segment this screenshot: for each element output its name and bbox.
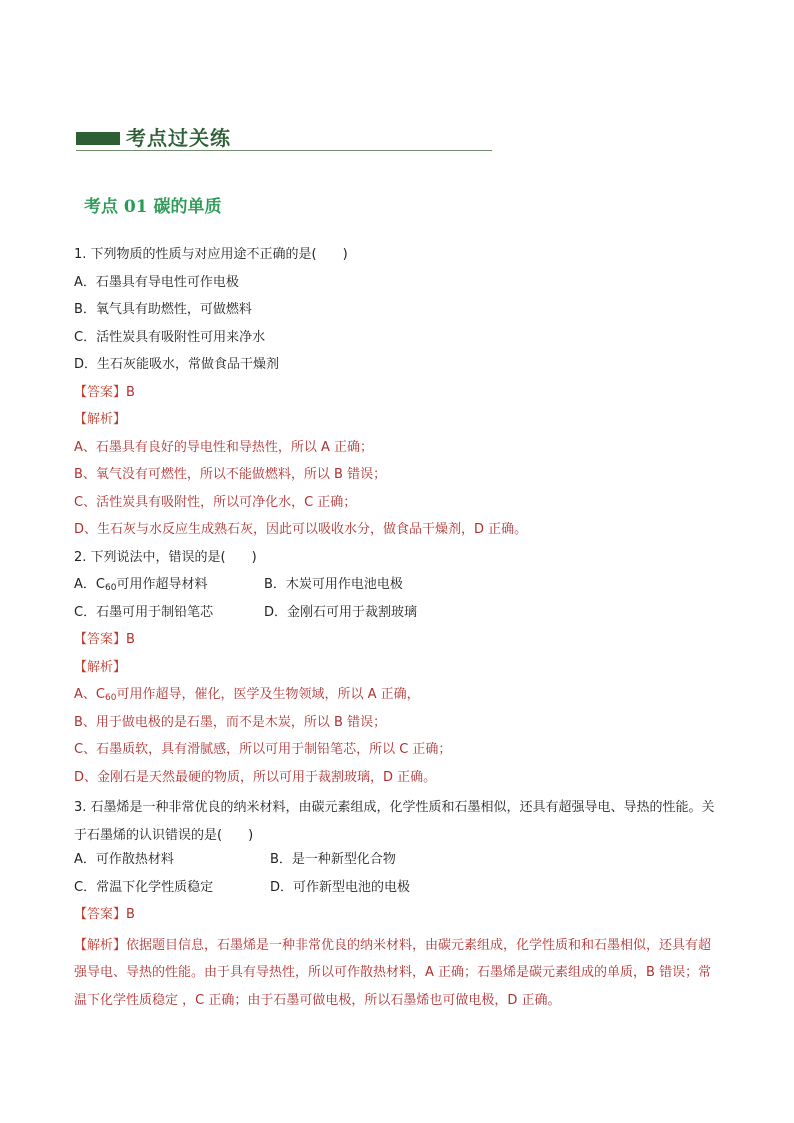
q3-options-row-1 (74, 849, 724, 877)
point-title: 考点 01 碳的单质 (84, 197, 222, 217)
section-header (76, 120, 492, 152)
q1-analysis-b: B、氧气没有可燃性，所以不能做燃料，所以 B 错误； (74, 467, 387, 482)
q2-analysis-c: C、石墨质软，具有滑腻感，所以可用于制铅笔芯，所以 C 正确； (74, 742, 452, 757)
q1-answer (74, 382, 724, 410)
q2-analysis-b: B、用于做电极的是石墨，而不是木炭，所以 B 错误； (74, 714, 387, 730)
answer-value: B (126, 384, 135, 400)
q3-analysis-label: 【解析】 (74, 937, 127, 953)
q1-option-d: D．生石灰能吸水，常做食品干燥剂 (74, 357, 280, 372)
q1-option-a: A．石墨具有导电性可作电极 (74, 274, 239, 290)
q1-analysis-d: D、生石灰与水反应生成熟石灰，因此可以吸收水分，做食品干燥剂，D 正确。 (74, 522, 528, 537)
section-divider (76, 150, 492, 151)
q2-option-c: C．石墨可用于制铅笔芯 (74, 604, 214, 620)
section-header-bar (76, 132, 120, 145)
q3-option-c: C．常温下化学性质稳定 (74, 879, 214, 895)
answer-label: 【答案】 (74, 632, 127, 647)
q3-options-row-2 (74, 877, 724, 905)
answer-value: B (126, 632, 135, 647)
q1-stem: 1. 下列物质的性质与对应用途不正确的是( ) (74, 247, 348, 262)
q3-option-d: D．可作新型电池的电极 (270, 879, 411, 895)
q2-analysis-a: A、$C_{60}$可用作超导，催化，医学及生物领域，所以 A 正确， (74, 687, 420, 703)
answer-label: 【答案】 (74, 907, 127, 922)
q3-option-a: A．可作散热材料 (74, 852, 174, 867)
q2-option-d: D．金刚石可用于裁割玻璃 (264, 604, 418, 620)
q1-analysis-label: 【解析】 (74, 412, 127, 427)
q1-option-c: C．活性炭具有吸附性可用来净水 (74, 329, 266, 345)
q2-analysis-label: 【解析】 (74, 659, 127, 675)
q3-analysis (74, 932, 724, 1015)
q2-options-row-2 (74, 602, 724, 630)
q3-option-b: B．是一种新型化合物 (270, 852, 396, 867)
answer-value: B (126, 907, 135, 922)
q2-stem: 2. 下列说法中，错误的是( ) (74, 549, 257, 565)
q3-stem: 3. 石墨烯是一种非常优良的纳米材料，由碳元素组成，化学性质和石墨相似，还具有超强导电、导热的性能。关于石墨烯的认识错误的是( ) (74, 800, 715, 843)
answer-label: 【答案】 (74, 384, 127, 400)
q2-answer (74, 629, 724, 657)
q2-option-a: A．$C_{60}$可用作超导材料 (74, 577, 208, 593)
q3-analysis-text: 依据题目信息，石墨烯是一种非常优良的纳米材料，由碳元素组成，化学性质和和石墨相似，还具有超强导电、导热的性能。由于具有导热性，所以可作散热材料，A 正确；石墨烯是碳元素组成的单质，B 错误；常温下化学性质稳定 ，C 正确；由于石墨可做电极，所以石墨烯也可做电极，D 正确。 (74, 937, 712, 1008)
q3-answer (74, 904, 724, 932)
q1-analysis-c: C、活性炭具有吸附性，所以可净化水，C 正确； (74, 494, 357, 510)
q1-option-b: B．氧气具有助燃性，可做燃料 (74, 302, 252, 317)
section-title: 考点过关练 (126, 126, 231, 150)
q1-analysis-a: A、石墨具有良好的导电性和导热性，所以 A 正确； (74, 439, 374, 455)
q2-analysis-d: D、金刚石是天然最硬的物质，所以可用于裁割玻璃，D 正确。 (74, 769, 437, 785)
q2-options-row-1 (74, 574, 724, 602)
document-body (74, 244, 724, 1014)
q2-option-b: B．木炭可用作电池电极 (264, 577, 403, 592)
